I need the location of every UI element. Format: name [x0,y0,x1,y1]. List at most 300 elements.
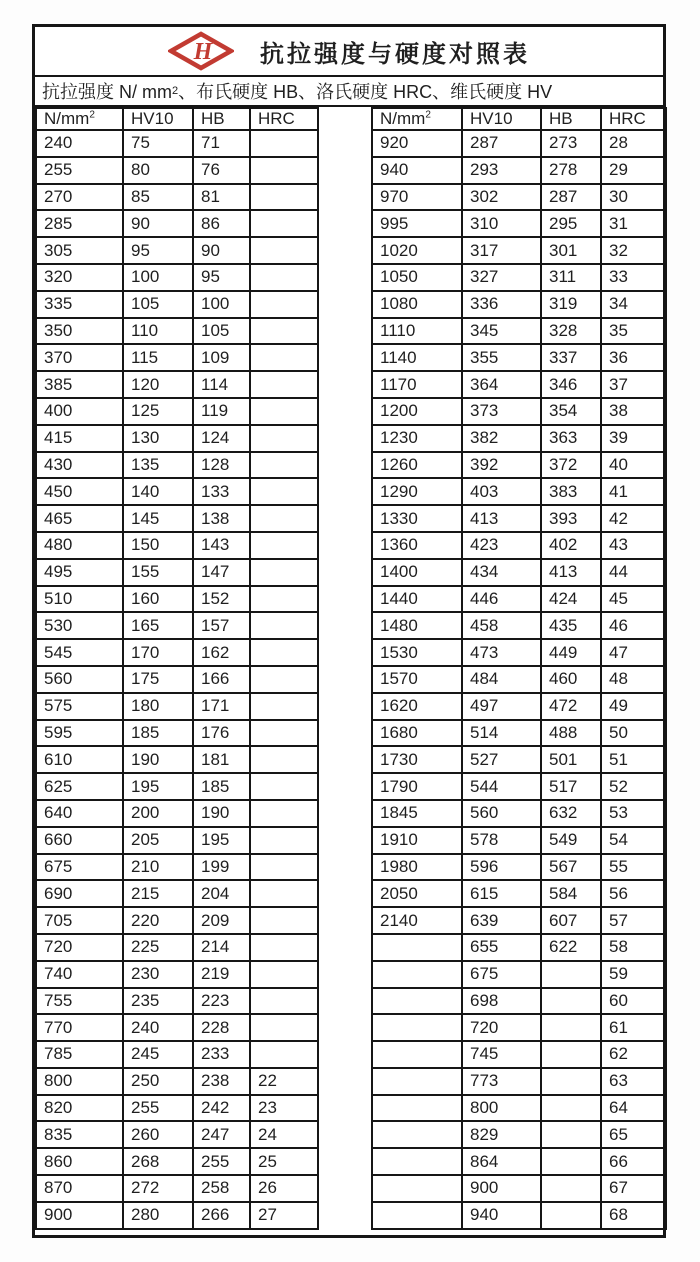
table-cell: 383 [541,478,601,505]
table-row [372,344,666,371]
tables-region [35,107,663,1230]
table-cell: 35 [601,318,666,345]
table-cell: 56 [601,880,666,907]
table-cell: 81 [193,184,250,211]
table-cell: 484 [462,666,541,693]
table-cell: 385 [36,371,123,398]
table-cell: 311 [541,264,601,291]
table-cell: 1480 [372,612,462,639]
table-cell: 39 [601,425,666,452]
table-row [372,854,666,881]
table-cell: 435 [541,612,601,639]
table-cell: 567 [541,854,601,881]
table-cell: 835 [36,1121,123,1148]
table-cell: 76 [193,157,250,184]
table-cell: 48 [601,666,666,693]
table-row [36,478,318,505]
table-cell: 415 [36,425,123,452]
table-row [372,505,666,532]
table-cell: 413 [541,559,601,586]
table-cell: 1020 [372,237,462,264]
table-cell: 530 [36,612,123,639]
table-cell: 480 [36,532,123,559]
table-cell [250,478,318,505]
table-row [36,720,318,747]
table-cell: 1170 [372,371,462,398]
table-row [372,237,666,264]
table-cell: 450 [36,478,123,505]
table-cell: 24 [250,1121,318,1148]
table-cell: 1440 [372,586,462,613]
table-cell: 1845 [372,800,462,827]
table-cell: 66 [601,1148,666,1175]
table-cell [250,773,318,800]
table-row [372,586,666,613]
table-cell: 458 [462,612,541,639]
table-cell [372,1041,462,1068]
table-row [372,264,666,291]
table-cell: 900 [462,1175,541,1202]
table-cell: 773 [462,1068,541,1095]
table-cell: 26 [250,1175,318,1202]
table-cell: 740 [36,961,123,988]
table-cell: 195 [193,827,250,854]
table-cell: 235 [123,988,193,1015]
table-cell: 1790 [372,773,462,800]
table-cell: 80 [123,157,193,184]
table-cell: 54 [601,827,666,854]
table-gap-column [319,107,371,1230]
table-cell: 152 [193,586,250,613]
table-cell: 434 [462,559,541,586]
table-cell: 268 [123,1148,193,1175]
table-row [372,532,666,559]
table-cell: 800 [462,1095,541,1122]
table-cell [541,1041,601,1068]
table-cell: 266 [193,1202,250,1229]
table-cell: 2140 [372,907,462,934]
table-row [372,746,666,773]
table-cell [250,827,318,854]
table-cell: 143 [193,532,250,559]
table-cell: 596 [462,854,541,881]
table-cell [250,746,318,773]
table-cell [250,907,318,934]
table-cell [250,291,318,318]
table-cell: 33 [601,264,666,291]
right-conversion-table [371,107,667,1230]
table-cell: 30 [601,184,666,211]
table-cell: 632 [541,800,601,827]
table-cell: 510 [36,586,123,613]
col-header-hrc: HRC [601,108,666,130]
table-row [36,452,318,479]
table-row [372,988,666,1015]
table-row [36,907,318,934]
table-cell: 302 [462,184,541,211]
table-cell: 214 [193,934,250,961]
table-row [372,961,666,988]
table-cell [372,1121,462,1148]
table-cell: 1680 [372,720,462,747]
table-cell: 430 [36,452,123,479]
table-cell: 250 [123,1068,193,1095]
table-cell [250,371,318,398]
table-row [36,398,318,425]
table-cell: 1230 [372,425,462,452]
table-cell: 1260 [372,452,462,479]
table-row [36,1014,318,1041]
table-cell [250,854,318,881]
table-cell: 370 [36,344,123,371]
table-cell: 363 [541,425,601,452]
table-cell: 337 [541,344,601,371]
table-cell: 940 [372,157,462,184]
table-cell: 63 [601,1068,666,1095]
table-cell: 327 [462,264,541,291]
table-cell [250,505,318,532]
table-cell: 497 [462,693,541,720]
table-cell: 160 [123,586,193,613]
table-row [36,1068,318,1095]
table-cell: 125 [123,398,193,425]
table-cell: 47 [601,639,666,666]
table-cell: 67 [601,1175,666,1202]
table-row [36,1148,318,1175]
table-cell [250,559,318,586]
table-cell: 1620 [372,693,462,720]
table-cell: 46 [601,612,666,639]
table-cell: 205 [123,827,193,854]
table-cell: 215 [123,880,193,907]
table-cell: 403 [462,478,541,505]
table-cell: 287 [462,130,541,157]
table-cell [250,693,318,720]
table-cell: 133 [193,478,250,505]
table-cell: 220 [123,907,193,934]
table-cell: 354 [541,398,601,425]
table-cell: 190 [123,746,193,773]
table-cell: 860 [36,1148,123,1175]
table-row [372,478,666,505]
table-cell: 238 [193,1068,250,1095]
table-cell: 162 [193,639,250,666]
table-row [36,746,318,773]
table-cell: 240 [36,130,123,157]
table-cell [372,961,462,988]
table-cell: 273 [541,130,601,157]
table-cell: 287 [541,184,601,211]
table-row [36,210,318,237]
table-cell: 36 [601,344,666,371]
table-cell: 382 [462,425,541,452]
table-cell: 575 [36,693,123,720]
table-cell: 64 [601,1095,666,1122]
table-cell: 495 [36,559,123,586]
table-cell: 413 [462,505,541,532]
table-cell: 255 [36,157,123,184]
table-cell: 60 [601,988,666,1015]
table-cell: 245 [123,1041,193,1068]
table-cell: 320 [36,264,123,291]
table-cell [372,1175,462,1202]
table-cell: 310 [462,210,541,237]
table-cell: 171 [193,693,250,720]
table-cell: 549 [541,827,601,854]
table-cell: 295 [541,210,601,237]
table-row [36,1041,318,1068]
table-row [36,237,318,264]
header-row [36,108,318,130]
table-cell: 61 [601,1014,666,1041]
table-cell [541,1121,601,1148]
table-cell: 135 [123,452,193,479]
table-row [372,1041,666,1068]
table-cell [541,1202,601,1229]
table-cell: 900 [36,1202,123,1229]
table-cell: 514 [462,720,541,747]
table-cell: 50 [601,720,666,747]
table-cell: 328 [541,318,601,345]
table-cell [250,1014,318,1041]
table-cell: 170 [123,639,193,666]
left-conversion-table [35,107,319,1230]
table-row [36,773,318,800]
table-cell: 65 [601,1121,666,1148]
table-cell [372,934,462,961]
table-cell: 119 [193,398,250,425]
brand-diamond-logo [168,31,234,71]
table-cell: 280 [123,1202,193,1229]
table-cell [372,1148,462,1175]
table-cell: 800 [36,1068,123,1095]
subtitle: 抗拉强度 N/ mm 2 、布氏硬度 HB、洛氏硬度 HRC、维氏硬度 HV [35,77,663,107]
table-cell [250,130,318,157]
table-cell [250,398,318,425]
table-cell: 109 [193,344,250,371]
table-cell: 473 [462,639,541,666]
table-row [36,827,318,854]
table-cell: 970 [372,184,462,211]
table-cell: 607 [541,907,601,934]
table-row [36,1095,318,1122]
table-cell: 38 [601,398,666,425]
table-cell: 58 [601,934,666,961]
table-cell: 204 [193,880,250,907]
table-row [372,559,666,586]
table-row [36,505,318,532]
table-cell: 1080 [372,291,462,318]
table-cell: 278 [541,157,601,184]
table-row [372,693,666,720]
table-row [36,666,318,693]
table-cell: 1730 [372,746,462,773]
table-cell: 185 [193,773,250,800]
col-header-hb: HB [193,108,250,130]
table-cell: 488 [541,720,601,747]
table-cell: 124 [193,425,250,452]
table-row [372,425,666,452]
table-cell: 995 [372,210,462,237]
table-cell: 285 [36,210,123,237]
table-cell: 2050 [372,880,462,907]
table-cell: 770 [36,1014,123,1041]
table-cell: 176 [193,720,250,747]
table-cell [250,532,318,559]
table-cell: 52 [601,773,666,800]
table-cell: 43 [601,532,666,559]
table-row [372,1121,666,1148]
table-row [372,907,666,934]
table-cell: 293 [462,157,541,184]
table-row [36,184,318,211]
table-cell: 210 [123,854,193,881]
table-cell [250,720,318,747]
col-header-hb: HB [541,108,601,130]
table-cell: 345 [462,318,541,345]
table-row [372,452,666,479]
table-cell: 364 [462,371,541,398]
table-cell [372,1202,462,1229]
table-cell: 138 [193,505,250,532]
table-cell [372,1068,462,1095]
table-row [36,264,318,291]
table-cell: 1530 [372,639,462,666]
table-cell: 640 [36,800,123,827]
table-cell: 41 [601,478,666,505]
col-header-strength: $N/mm^2$ [372,108,462,130]
table-cell: 1290 [372,478,462,505]
table-cell: 105 [193,318,250,345]
table-cell: 720 [36,934,123,961]
table-cell: 675 [36,854,123,881]
table-row [372,934,666,961]
table-cell: 501 [541,746,601,773]
table-cell [250,961,318,988]
table-cell [541,961,601,988]
table-cell: 517 [541,773,601,800]
table-cell: 305 [36,237,123,264]
table-cell: 147 [193,559,250,586]
table-cell: 44 [601,559,666,586]
table-cell: 446 [462,586,541,613]
table-cell [250,157,318,184]
table-cell: 465 [36,505,123,532]
table-cell: 1330 [372,505,462,532]
table-row [372,371,666,398]
table-cell [250,612,318,639]
table-cell: 940 [462,1202,541,1229]
table-cell: 350 [36,318,123,345]
table-cell: 57 [601,907,666,934]
table-row [36,130,318,157]
table-cell: 319 [541,291,601,318]
table-cell: 1200 [372,398,462,425]
table-cell: 472 [541,693,601,720]
table-cell: 175 [123,666,193,693]
col-header-hv10: HV10 [123,108,193,130]
page-title: 抗拉强度与硬度对照表 [260,40,530,68]
table-row [36,800,318,827]
table-cell [250,639,318,666]
table-cell [372,1095,462,1122]
table-cell: 90 [123,210,193,237]
table-cell: 1400 [372,559,462,586]
col-header-hv10: HV10 [462,108,541,130]
table-cell: 625 [36,773,123,800]
table-row [36,1202,318,1229]
table-cell: 185 [123,720,193,747]
table-cell: 95 [193,264,250,291]
table-cell: 755 [36,988,123,1015]
table-cell [250,988,318,1015]
table-cell: 120 [123,371,193,398]
table-cell: 870 [36,1175,123,1202]
table-cell: 660 [36,827,123,854]
table-cell [250,184,318,211]
table-cell [250,1041,318,1068]
table-cell: 545 [36,639,123,666]
table-cell: 225 [123,934,193,961]
table-cell: 595 [36,720,123,747]
table-cell: 355 [462,344,541,371]
table-row [372,1014,666,1041]
table-cell: 45 [601,586,666,613]
table-cell: 1110 [372,318,462,345]
table-cell: 200 [123,800,193,827]
table-cell: 372 [541,452,601,479]
table-cell: 55 [601,854,666,881]
table-row [372,1175,666,1202]
table-cell [250,666,318,693]
table-cell: 59 [601,961,666,988]
table-cell [541,1014,601,1041]
table-cell: 698 [462,988,541,1015]
table-row [372,800,666,827]
table-cell [250,264,318,291]
table-cell: 199 [193,854,250,881]
table-cell: 90 [193,237,250,264]
table-cell: 49 [601,693,666,720]
table-row [372,184,666,211]
table-cell: 335 [36,291,123,318]
table-cell: 114 [193,371,250,398]
table-cell: 610 [36,746,123,773]
table-cell: 31 [601,210,666,237]
table-cell: 53 [601,800,666,827]
table-row [372,318,666,345]
table-cell: 1910 [372,827,462,854]
table-cell: 32 [601,237,666,264]
table-cell: 584 [541,880,601,907]
table-cell: 255 [193,1148,250,1175]
table-row [36,425,318,452]
table-row [36,1175,318,1202]
table-cell: 233 [193,1041,250,1068]
table-row [36,612,318,639]
table-cell: 228 [193,1014,250,1041]
table-cell: 639 [462,907,541,934]
table-cell: 145 [123,505,193,532]
table-row [372,827,666,854]
table-cell: 42 [601,505,666,532]
table-row [372,157,666,184]
table-cell: 346 [541,371,601,398]
table-cell: 745 [462,1041,541,1068]
table-cell: 720 [462,1014,541,1041]
table-row [36,291,318,318]
table-cell [250,880,318,907]
